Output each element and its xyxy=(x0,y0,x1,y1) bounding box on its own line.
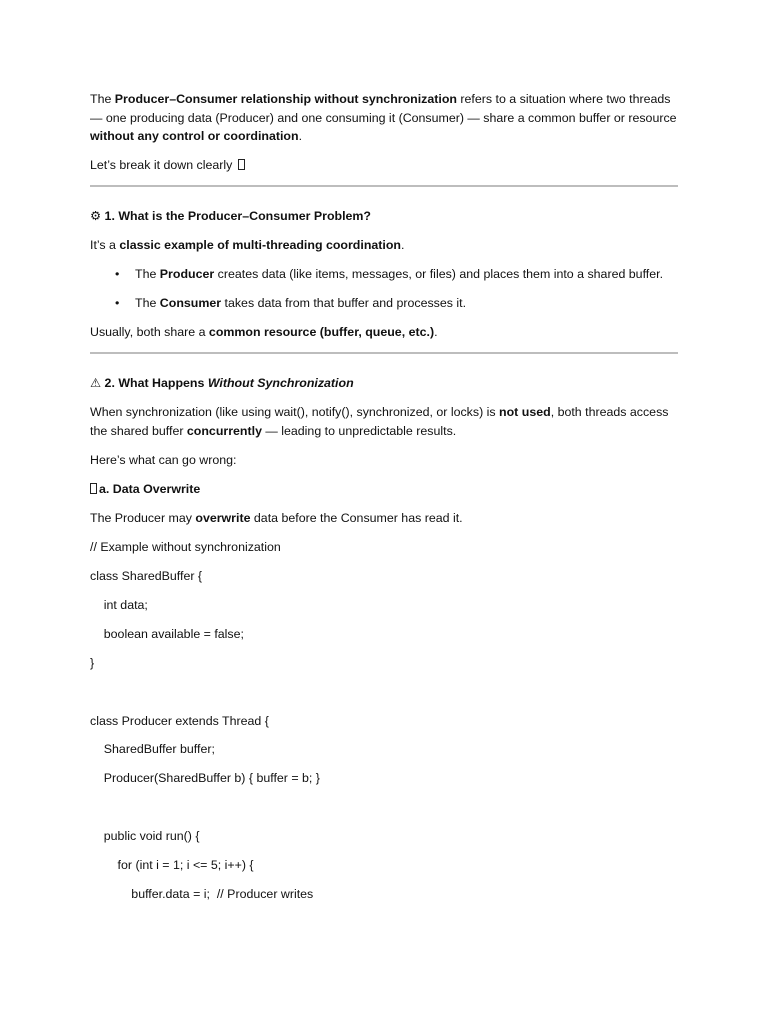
code-line xyxy=(90,683,678,702)
code-line: public void run() { xyxy=(90,829,200,844)
bold-text: common resource (buffer, queue, etc.) xyxy=(208,325,435,340)
code-line: class Producer extends Thread { xyxy=(90,713,269,728)
horizontal-rule xyxy=(90,352,678,354)
code-line: buffer.data = i; // Producer writes xyxy=(90,887,314,902)
text-run: data before the Consumer has read it. xyxy=(250,510,463,525)
text-run: The xyxy=(90,92,115,106)
missing-glyph-icon xyxy=(238,159,245,170)
bold-text: without any control or coordination xyxy=(90,129,299,144)
code-line xyxy=(90,798,678,817)
bold-text: classic example of multi-threading coordination xyxy=(119,238,401,253)
code-line: // Example without synchronization xyxy=(90,539,281,554)
text-run: . xyxy=(298,129,303,144)
section2-heading xyxy=(90,374,678,393)
bold-text: Producer xyxy=(159,267,215,282)
intro-paragraph xyxy=(90,90,678,146)
text-run: . xyxy=(401,238,405,253)
text-run: When synchronization (like using wait(), notify(), synchronized, or locks) is xyxy=(90,405,500,420)
code-line: Producer(SharedBuffer b) { buffer = b; } xyxy=(90,771,320,786)
document-page xyxy=(90,90,678,914)
text-run: Usually, both share a xyxy=(90,325,209,340)
bold-text: Consumer xyxy=(159,296,222,311)
bullet-icon: • xyxy=(115,296,120,311)
bullet-icon: • xyxy=(115,267,120,282)
intro-break-down-text: Let’s break it down clearly xyxy=(90,158,233,173)
text-run: The xyxy=(135,267,160,282)
text-run: It’s a xyxy=(90,238,120,253)
subheading-data-overwrite xyxy=(90,480,678,499)
intro-break-down xyxy=(90,156,678,175)
bold-text: not used xyxy=(499,405,551,420)
code-line: for (int i = 1; i <= 5; i++) { xyxy=(90,858,254,873)
code-line: } xyxy=(90,655,95,670)
list-item-text xyxy=(135,267,663,281)
missing-glyph-icon xyxy=(90,483,97,494)
code-block xyxy=(90,538,678,904)
section1-intro xyxy=(90,236,678,255)
section2-overwrite-desc xyxy=(90,509,678,528)
text-run: The Producer may xyxy=(90,510,196,525)
list-item-text xyxy=(135,296,466,310)
text-run: — leading to unpredictable results. xyxy=(261,423,457,438)
code-line: SharedBuffer buffer; xyxy=(90,742,215,757)
text-run: . xyxy=(434,325,438,340)
section1-heading: ⚙ 1. What is the Producer–Consumer Problem? xyxy=(90,209,372,224)
section2-what-can-go-wrong: Here’s what can go wrong: xyxy=(90,452,237,467)
section1-summary xyxy=(90,323,678,342)
bold-text: overwrite xyxy=(195,510,251,525)
code-line: int data; xyxy=(90,597,148,612)
list-item xyxy=(90,294,678,313)
text-run: takes data from that buffer and processes it. xyxy=(221,296,467,311)
text-run: creates data (like items, messages, or files) and places them into a shared buffer. xyxy=(214,267,664,282)
code-line: class SharedBuffer { xyxy=(90,568,203,583)
list-item xyxy=(90,265,678,284)
horizontal-rule xyxy=(90,185,678,187)
subheading-text: a. Data Overwrite xyxy=(99,481,201,496)
section1-bullet-list xyxy=(90,265,678,313)
section2-heading-text: ⚠ 2. What Happens xyxy=(90,376,208,391)
text-run: refers to a situation where two threads — one producing data (Producer) and one consuming it (Consumer) — share a common buffer or resource xyxy=(90,92,677,125)
text-run: The xyxy=(135,296,160,311)
section2-intro xyxy=(90,403,678,440)
text-run: , both threads access the shared buffer xyxy=(90,405,669,438)
code-line: boolean available = false; xyxy=(90,626,244,641)
bold-text: Producer–Consumer relationship without synchronization xyxy=(114,92,457,106)
section2-heading-emphasis: Without Synchronization xyxy=(207,376,354,391)
bold-text: concurrently xyxy=(186,423,262,438)
